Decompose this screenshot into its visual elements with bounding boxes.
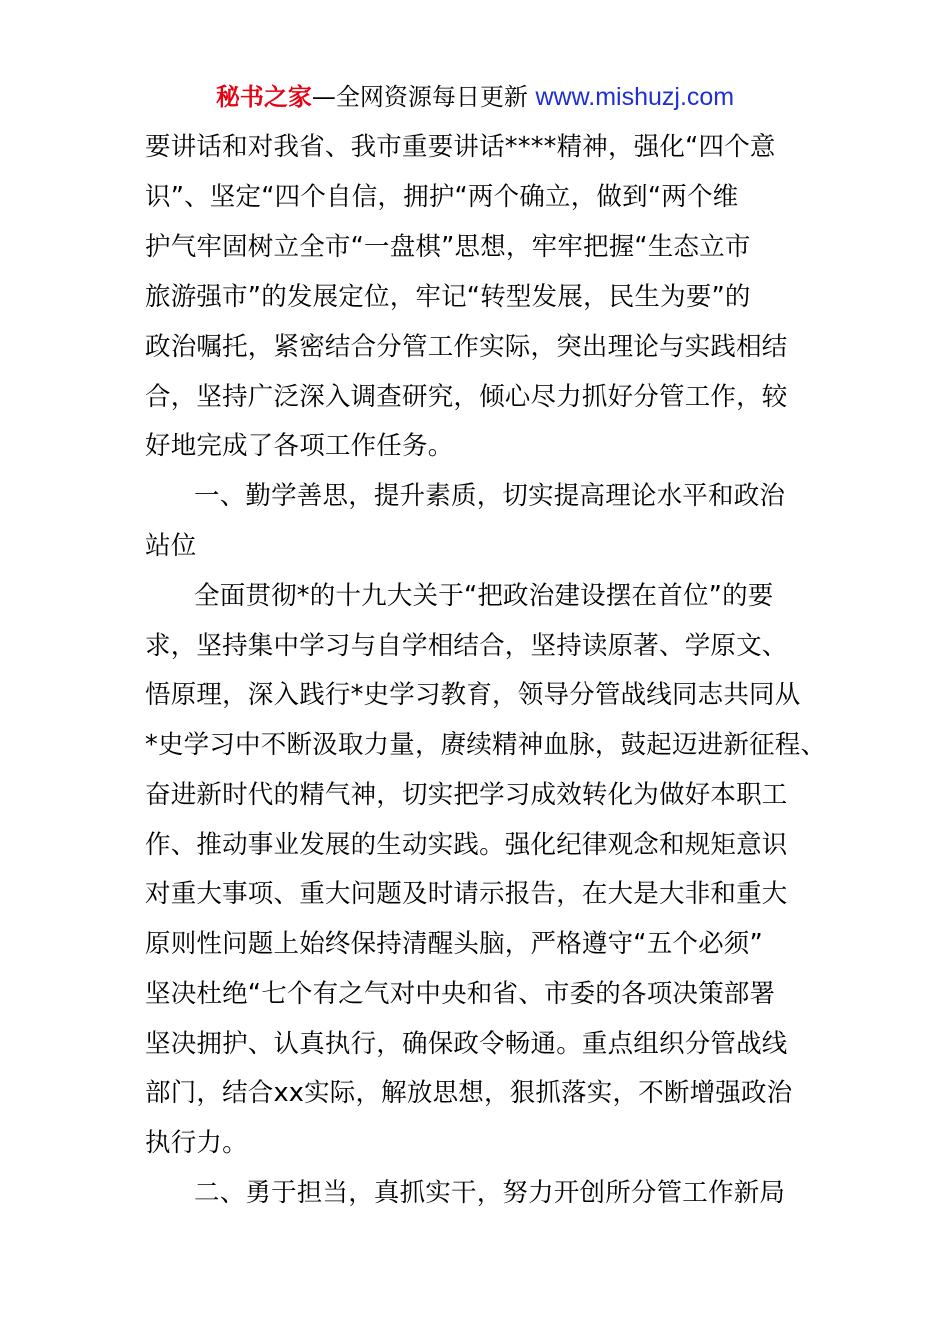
- section-heading-2: 二、勇于担当，真抓实干，努力开创所分管工作新局: [194, 1178, 786, 1208]
- paragraph-line: 坚决杜绝“七个有之气对中央和省、市委的各项决策部署: [145, 979, 776, 1009]
- paragraph-line: 原则性问题上始终保持清醒头脑，严格遵守“五个必须”: [145, 929, 763, 959]
- site-name: 秘书之家: [215, 83, 312, 111]
- section-heading-1: 一、勤学善思，提升素质，切实提高理论水平和政治: [194, 481, 786, 511]
- site-tagline: —全网资源每日更新: [311, 83, 528, 111]
- paragraph-line: 识”、坚定“四个自信，拥护“两个确立，做到“两个维: [145, 182, 739, 212]
- paragraph-line: 全面贯彻*的十九大关于“把政治建设摆在首位”的要: [194, 581, 774, 611]
- paragraph-line: 求，坚持集中学习与自学相结合，坚持读原著、学原文、: [145, 631, 788, 661]
- section-heading-1-cont: 站位: [145, 531, 197, 561]
- paragraph-line: 好地完成了各项工作任务。: [145, 431, 454, 461]
- paragraph-line: 要讲话和对我省、我市重要讲话****精神，强化“四个意: [145, 132, 776, 162]
- paragraph-line: 政治嘱托，紧密结合分管工作实际，突出理论与实践相结: [145, 332, 788, 362]
- paragraph-line: 悟原理，深入践行*史学习教育，领导分管战线同志共同从: [145, 680, 801, 710]
- paragraph-line: 合，坚持广泛深入调查研究，倾心尽力抓好分管工作，较: [145, 382, 788, 412]
- paragraph-line: 旅游强市”的发展定位，牢记“转型发展，民生为要”的: [145, 282, 751, 312]
- paragraph-line: 作、推动事业发展的生动实践。强化纪律观念和规矩意识: [145, 830, 788, 860]
- paragraph-line: 坚决拥护、认真执行，确保政令畅通。重点组织分管战线: [145, 1029, 788, 1059]
- site-url-link[interactable]: www.mishuzj.com: [535, 83, 735, 111]
- site-header: [0, 80, 950, 114]
- paragraph-line: 部门，结合xx实际，解放思想，狠抓落实，不断增强政治: [145, 1078, 793, 1108]
- paragraph-line: 对重大事项、重大问题及时请示报告，在大是大非和重大: [145, 879, 788, 909]
- paragraph-line: *史学习中不断汲取力量，赓续精神血脉，鼓起迈进新征程、: [145, 730, 827, 760]
- paragraph-line: 护气牢固树立全市“一盘棋”思想，牢牢把握“生态立市: [145, 232, 751, 262]
- paragraph-line: 执行力。: [145, 1128, 248, 1158]
- paragraph-line: 奋进新时代的精气神，切实把学习成效转化为做好本职工: [145, 780, 788, 810]
